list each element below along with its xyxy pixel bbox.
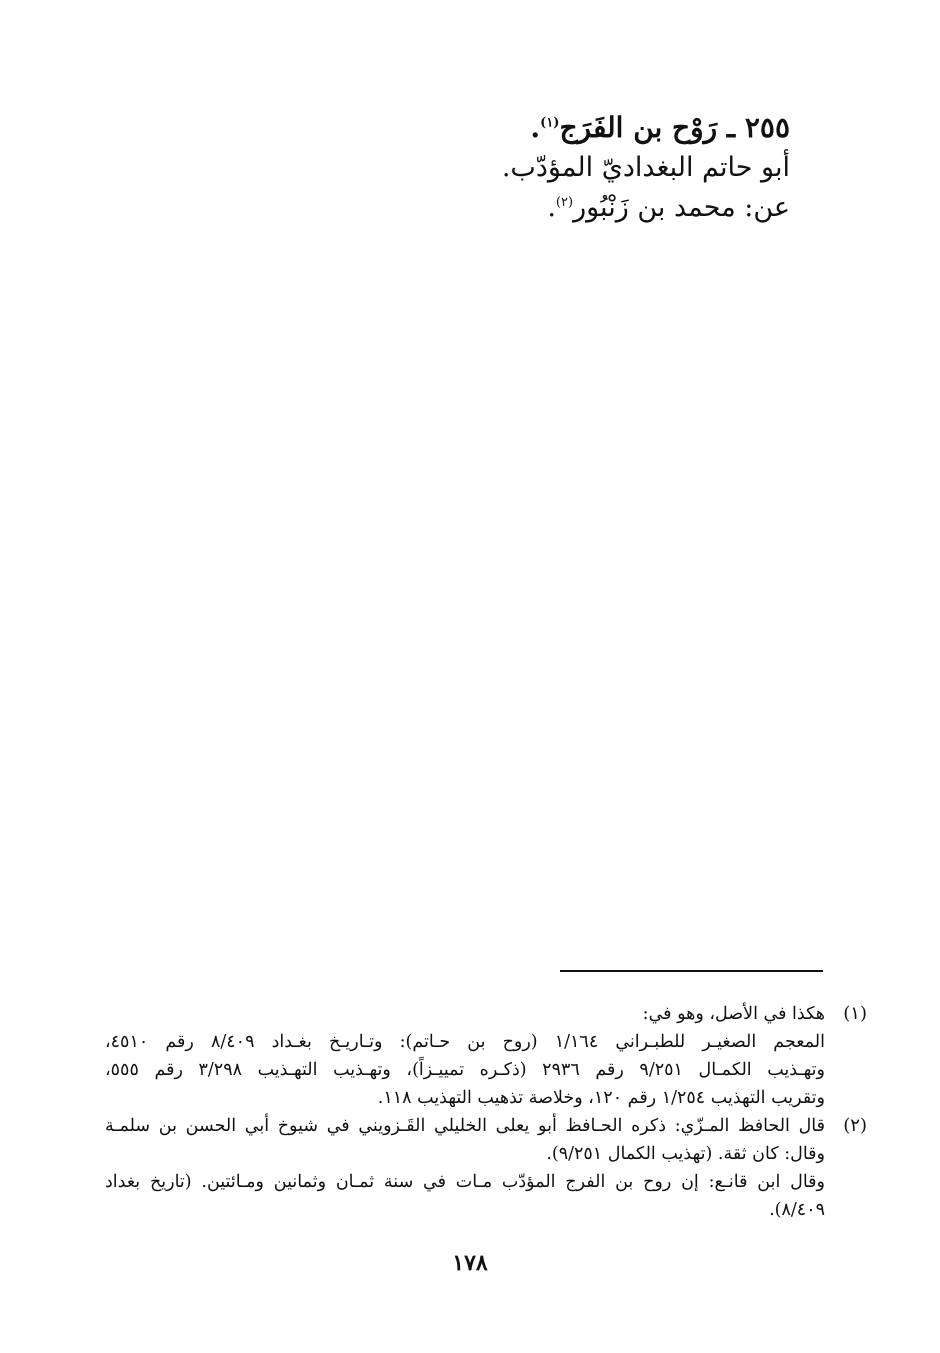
- footnote-line: قال الحافظ المـزّي: ذكره الحـافظ أبو يعلى الخليلي القَـزويني في شيوخ أبي الحسن بن سلمـة: [105, 1116, 825, 1136]
- biography-entry: [230, 108, 790, 228]
- footnote-ref-1[interactable]: (١): [540, 115, 560, 131]
- entry-teacher-line: [230, 188, 790, 228]
- footnote-number: (١): [843, 1003, 867, 1024]
- entry-title: [230, 108, 790, 148]
- entry-teacher-text: عن: محمد بن زَنْبُور: [573, 192, 790, 223]
- footnote-1: [105, 1000, 867, 1112]
- footnote-line: وقال: كان ثقة. (تهذيب الكمال ٩/٢٥١).: [546, 1144, 825, 1164]
- page-number: ١٧٨: [452, 1250, 488, 1276]
- footnote-line: ٨/٤٠٩).: [769, 1200, 825, 1220]
- entry-teacher-end: .: [547, 192, 556, 223]
- footnote-number: (٢): [843, 1115, 867, 1136]
- footnotes: [105, 1000, 867, 1224]
- footnote-line: وتقريب التهذيب ١/٢٥٤ رقم ١٢٠، وخلاصة تذهيب التهذيب ١١٨.: [377, 1088, 825, 1108]
- footnote-line: المعجم الصغيـر للطبـراني ١/١٦٤ (روح بن حـاتم): وتـاريـخ بغـداد ٨/٤٠٩ رقم ٤٥١٠،: [105, 1032, 826, 1052]
- entry-title-text: ٢٥٥ ـ رَوْح بن الفَرَج: [559, 111, 790, 144]
- footnote-separator: [560, 970, 823, 972]
- entry-title-end: .: [530, 111, 541, 144]
- footnote-ref-2[interactable]: (٢): [555, 195, 574, 210]
- footnote-2: [105, 1112, 867, 1224]
- footnote-line: هكذا في الأصل، وهو في:: [642, 1004, 825, 1024]
- entry-kunya-line: أبو حاتم البغداديّ المؤدّب.: [501, 152, 790, 183]
- footnote-line: وقال ابن قانـع: إن روح بن الفرج المؤدّب مـات في سنة ثمـان وثمانين ومـائتين. (تاريخ بغداد: [105, 1172, 825, 1192]
- footnote-line: وتهـذيب الكمـال ٩/٢٥١ رقم ٢٩٣٦ (ذكـره تمييـزاً)، وتهـذيب التهـذيب ٣/٢٩٨ رقم ٥٥٥،: [105, 1060, 825, 1080]
